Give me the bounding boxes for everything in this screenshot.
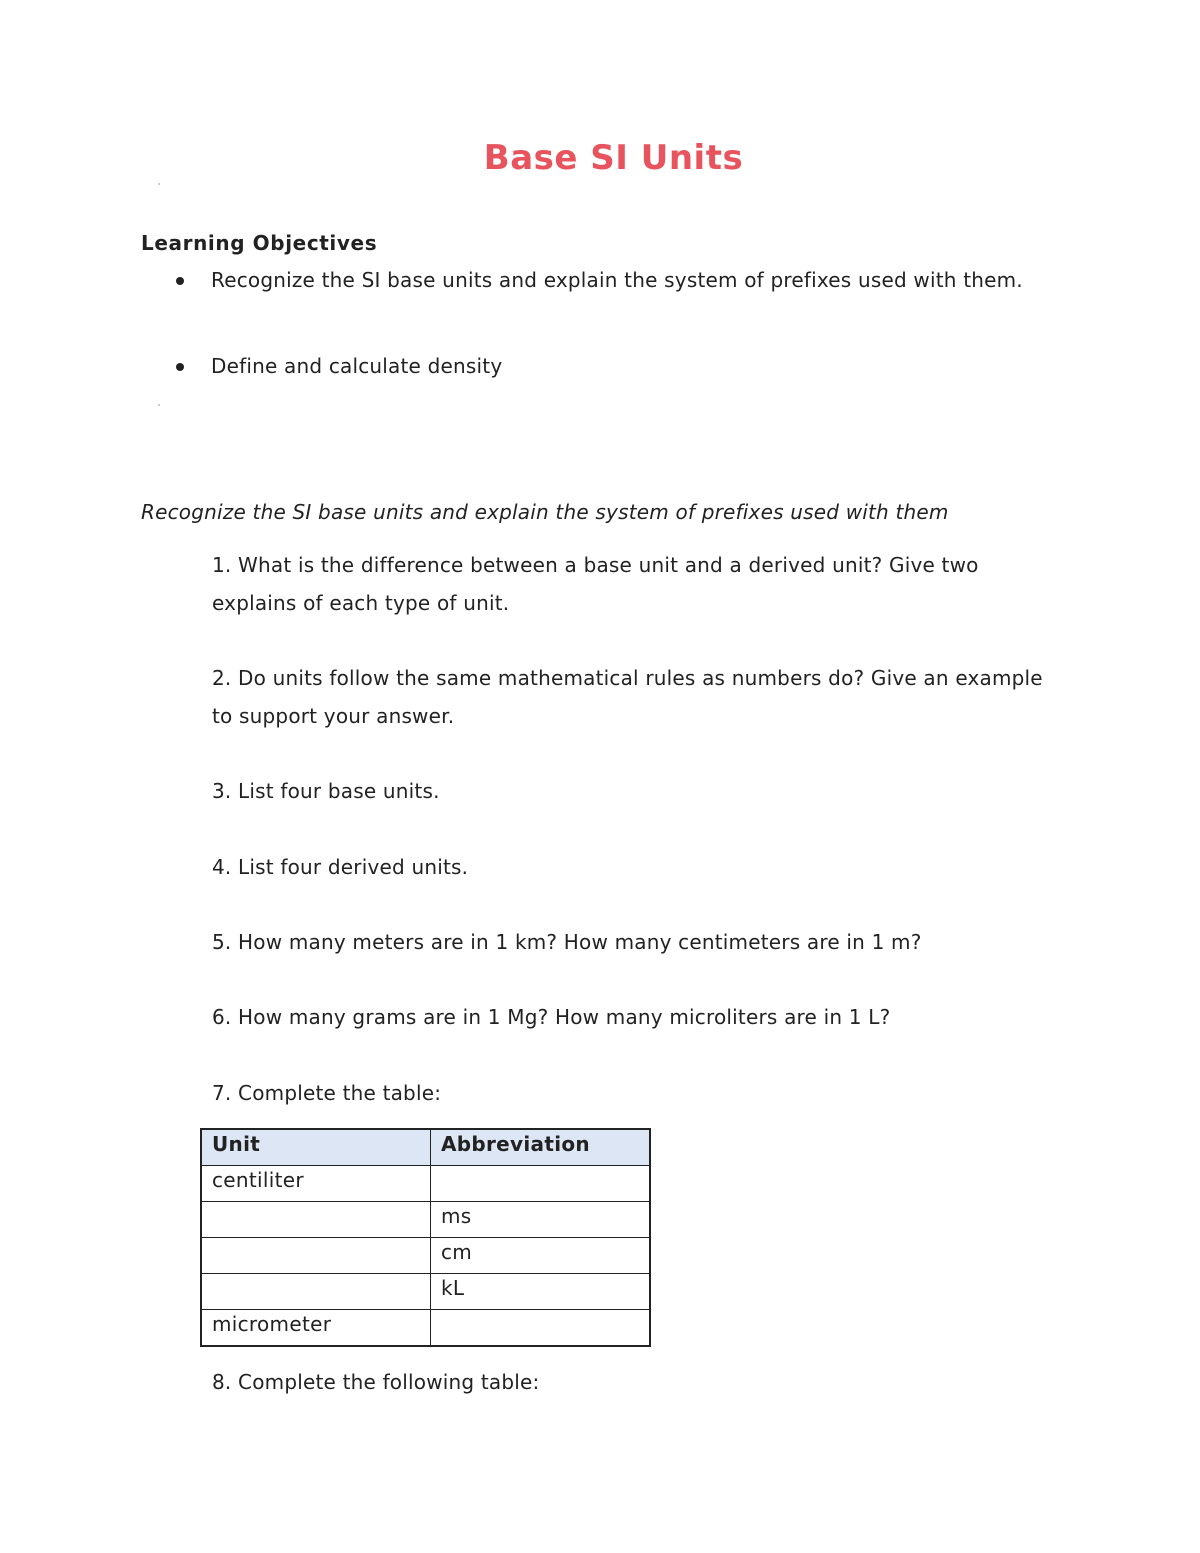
table-cell[interactable]	[201, 1274, 431, 1310]
stray-mark	[158, 183, 160, 185]
column-header-unit: Unit	[201, 1129, 431, 1166]
question-2: 2. Do units follow the same mathematical rules as numbers do? Give an example to support your answer.	[212, 666, 1043, 728]
table-row	[201, 1238, 650, 1274]
table-cell[interactable]	[201, 1238, 431, 1274]
question-1: 1. What is the difference between a base unit and a derived unit? Give two explains of each type of unit.	[212, 553, 979, 615]
question-5: 5. How many meters are in 1 km? How many centimeters are in 1 m?	[212, 930, 922, 954]
question-4: 4. List four derived units.	[212, 855, 469, 879]
table-cell[interactable]: centiliter	[201, 1166, 431, 1202]
table-row	[201, 1202, 650, 1238]
table-row	[201, 1274, 650, 1310]
objective-item: Define and calculate density	[211, 354, 503, 378]
stray-mark	[158, 404, 160, 406]
page-title: Base SI Units	[483, 138, 744, 178]
table-cell[interactable]	[431, 1166, 651, 1202]
question-8: 8. Complete the following table:	[212, 1370, 540, 1394]
objectives-heading: Learning Objectives	[141, 231, 378, 255]
section-heading: Recognize the SI base units and explain the system of prefixes used with them	[141, 500, 949, 524]
table-cell[interactable]: cm	[431, 1238, 651, 1274]
table-cell[interactable]	[431, 1310, 651, 1347]
question-6: 6. How many grams are in 1 Mg? How many microliters are in 1 L?	[212, 1005, 891, 1029]
table-header-row	[201, 1129, 650, 1166]
bullet-icon	[176, 363, 184, 371]
column-header-abbreviation: Abbreviation	[431, 1129, 651, 1166]
table-row	[201, 1310, 650, 1347]
question-7: 7. Complete the table:	[212, 1081, 442, 1105]
table-row	[201, 1166, 650, 1202]
objective-item: Recognize the SI base units and explain the system of prefixes used with them.	[211, 268, 1023, 292]
unit-abbreviation-table	[200, 1128, 651, 1347]
table-cell[interactable]: ms	[431, 1202, 651, 1238]
question-3: 3. List four base units.	[212, 779, 440, 803]
table-cell[interactable]: kL	[431, 1274, 651, 1310]
bullet-icon	[176, 277, 184, 285]
table-cell[interactable]: micrometer	[201, 1310, 431, 1347]
table-cell[interactable]	[201, 1202, 431, 1238]
